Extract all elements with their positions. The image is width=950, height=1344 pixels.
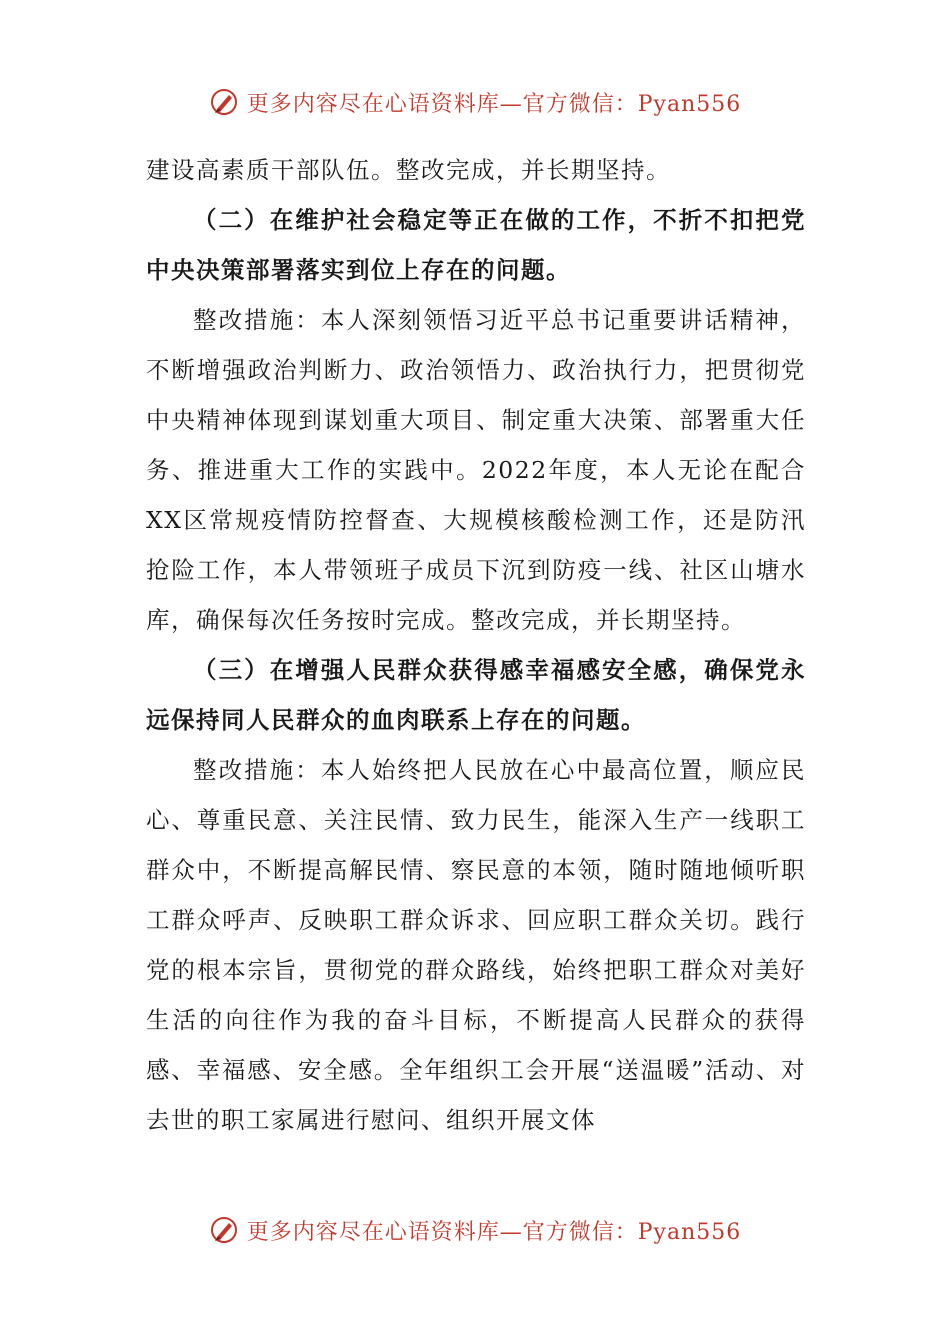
pen-seal-icon — [209, 87, 239, 117]
paragraph: 整改措施：本人始终把人民放在心中最高位置，顺应民心、尊重民意、关注民情、致力民生，能深入生产一线职工群众中，不断提高解民情、察民意的本领，随时随地倾听职工群众呼声、反映职工群众诉求、回应职工群众关切。践行党的根本宗旨，贯彻党的群众路线，始终把职工群众对美好生活的向往作为我的奋斗目标，不断提高人民群众的获得感、幸福感、安全感。全年组织工会开展“送温暖”活动、对去世的职工家属进行慰问、组织开展文体 — [146, 756, 806, 1134]
pen-seal-icon — [209, 1215, 239, 1245]
paragraph: 整改措施：本人深刻领悟习近平总书记重要讲话精神，不断增强政治判断力、政治领悟力、政治执行力，把贯彻党中央精神体现到谋划重大项目、制定重大决策、部署重大任务、推进重大工作的实践中。2022年度，本人无论在配合XX区常规疫情防控督查、大规模核酸检测工作，还是防汛抢险工作，本人带领班子成员下沉到防疫一线、社区山塘水库，确保每次任务按时完成。整改完成，并长期坚持。 — [146, 306, 806, 634]
section-heading: （三）在增强人民群众获得感幸福感安全感，确保党永远保持同人民群众的血肉联系上存在的问题。 — [146, 656, 806, 734]
watermark-text: 更多内容尽在心语资料库—官方微信：Pyan556 — [246, 1219, 742, 1245]
watermark-banner-bottom — [0, 1210, 950, 1250]
section-heading: （二）在维护社会稳定等正在做的工作，不折不扣把党中央决策部署落实到位上存在的问题。 — [146, 206, 806, 284]
watermark-banner-top — [0, 82, 950, 122]
document-body — [146, 145, 806, 1145]
watermark-text: 更多内容尽在心语资料库—官方微信：Pyan556 — [246, 91, 742, 117]
paragraph: 建设高素质干部队伍。整改完成，并长期坚持。 — [146, 156, 671, 184]
